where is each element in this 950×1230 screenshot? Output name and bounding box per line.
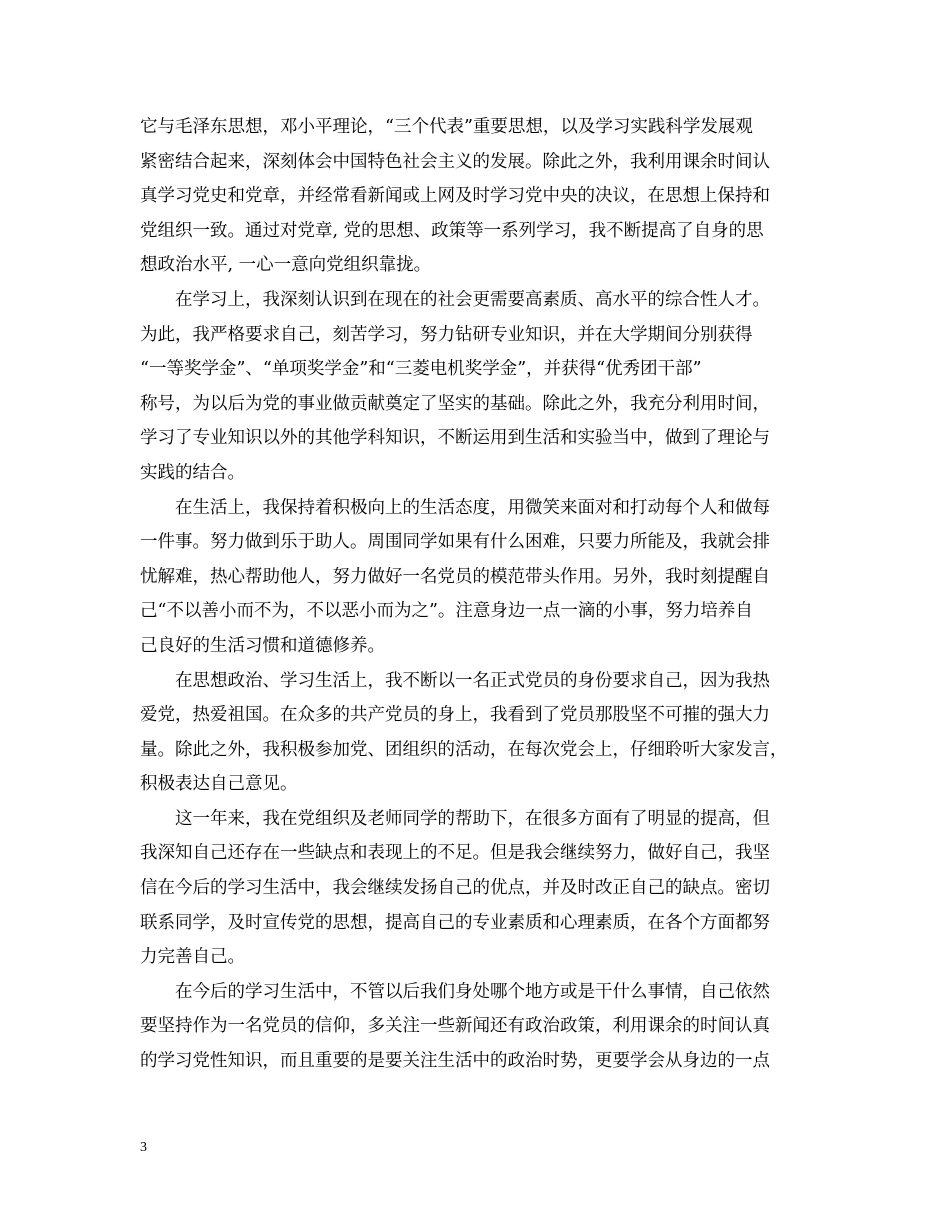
- text-line: 在思想政治、学习生活上，我不断以一名正式党员的身份要求自己，因为我热: [140, 670, 770, 691]
- text-line: 己良好的生活习惯和道德修养。: [140, 635, 385, 656]
- text-line: 的学习党性知识，而且重要的是要关注生活中的政治时势，更要学会从身边的一点: [140, 1051, 770, 1072]
- text-line: 量。除此之外，我积极参加党、团组织的活动，在每次党会上，仔细聆听大家发言，: [140, 739, 788, 760]
- text-line: 为此，我严格要求自己，刻苦学习，努力钻研专业知识，并在大学期间分别获得: [140, 324, 753, 345]
- text-line: 联系同学，及时宣传党的思想，提高自己的专业素质和心理素质，在各个方面都努: [140, 912, 770, 933]
- text-line: 积极表达自己意见。: [140, 774, 298, 795]
- text-line: 我深知自己还存在一些缺点和表现上的不足。但是我会继续努力，做好自己，我坚: [140, 843, 770, 864]
- text-line: 爱党，热爱祖国。在众多的共产党员的身上，我看到了党员那股坚不可摧的强大力: [140, 705, 770, 726]
- text-line: 在学习上，我深刻认识到在现在的社会更需要高素质、高水平的综合性人才。: [140, 289, 770, 310]
- text-line: 真学习党史和党章，并经常看新闻或上网及时学习党中央的决议，在思想上保持和: [140, 186, 770, 207]
- text-line: 它与毛泽东思想，邓小平理论，“三个代表”重要思想，以及学习实践科学发展观: [140, 117, 753, 137]
- text-line: 党组织一致。通过对党章, 党的思想、政策等一系列学习，我不断提高了自身的思: [140, 220, 764, 241]
- text-line: 忧解难，热心帮助他人，努力做好一名党员的模范带头作用。另外，我时刻提醒自: [140, 566, 770, 587]
- text-line: “一等奖学金”、“单项奖学金”和“三菱电机奖学金”，并获得“优秀团干部”: [140, 359, 702, 380]
- text-line: 己“不以善小而不为，不以恶小而为之”。注意身边一点一滴的小事，努力培养自: [140, 601, 753, 622]
- text-line: 称号，为以后为党的事业做贡献奠定了坚实的基础。除此之外，我充分利用时间，: [140, 393, 770, 414]
- text-line: 力完善自己。: [140, 947, 245, 968]
- text-line: 信在今后的学习生活中，我会继续发扬自己的优点，并及时改正自己的缺点。密切: [140, 878, 770, 899]
- page-number: 3: [140, 1140, 147, 1155]
- text-line: 实践的结合。: [140, 462, 245, 483]
- text-line: 学习了专业知识以外的其他学科知识，不断运用到生活和实验当中，做到了理论与: [140, 428, 770, 449]
- text-line: 紧密结合起来，深刻体会中国特色社会主义的发展。除此之外，我利用课余时间认: [140, 151, 770, 172]
- body-text: [140, 110, 820, 1079]
- text-line: 要坚持作为一名党员的信仰，多关注一些新闻还有政治政策，利用课余的时间认真: [140, 1016, 770, 1037]
- text-line: 在生活上，我保持着积极向上的生活态度，用微笑来面对和打动每个人和做每: [140, 497, 770, 518]
- text-line: 这一年来，我在党组织及老师同学的帮助下，在很多方面有了明显的提高，但: [140, 808, 770, 829]
- text-line: 想政治水平, 一心一意向党组织靠拢。: [140, 255, 432, 276]
- text-line: 一件事。努力做到乐于助人。周围同学如果有什么困难，只要力所能及，我就会排: [140, 532, 770, 553]
- text-line: 在今后的学习生活中，不管以后我们身处哪个地方或是干什么事情，自己依然: [140, 981, 770, 1002]
